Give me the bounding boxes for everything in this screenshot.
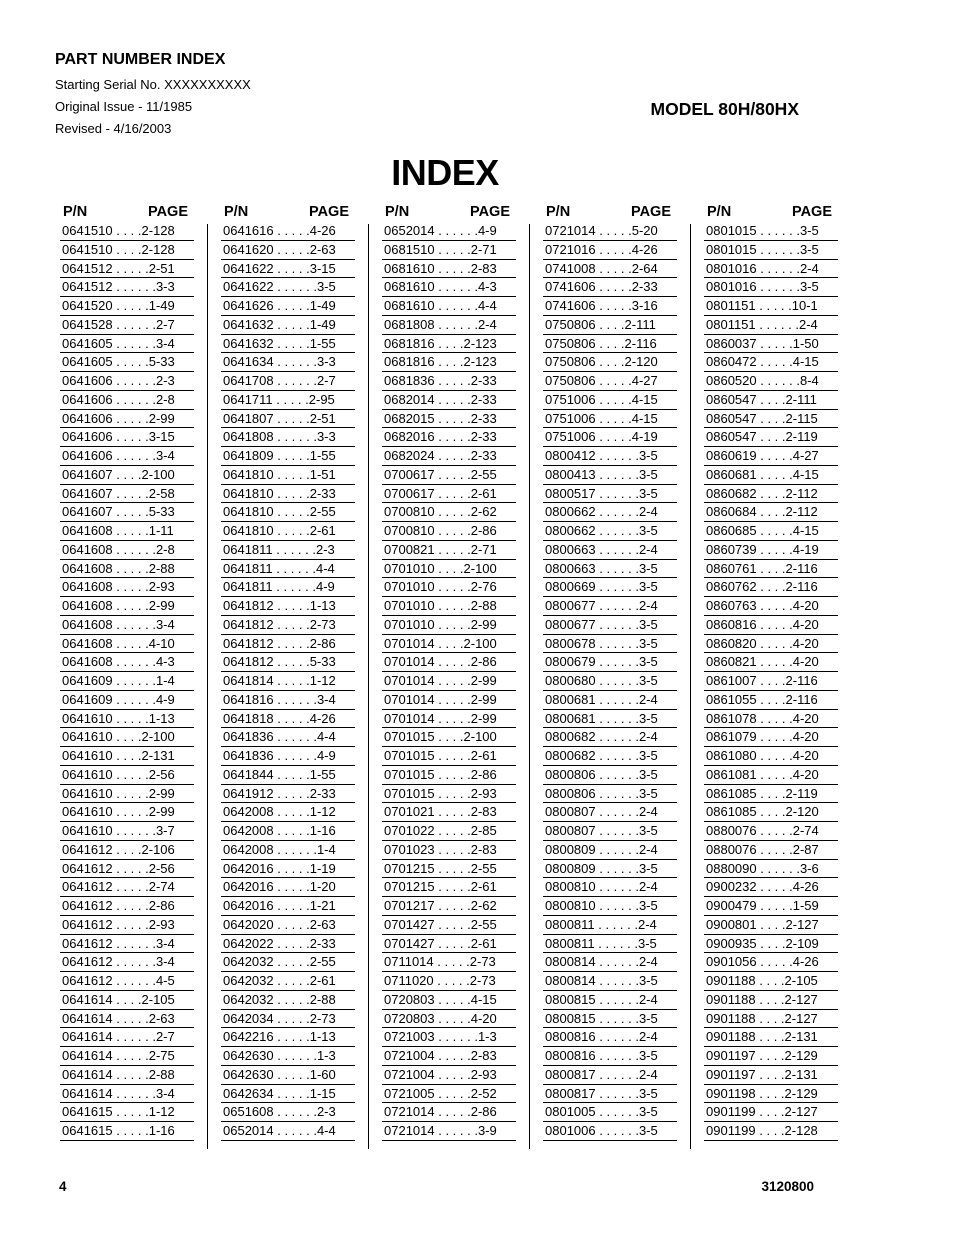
index-row: 0641608 . . . . .4-10	[60, 635, 194, 654]
index-row: 0800817 . . . . . .3-5	[543, 1085, 677, 1104]
index-row: 0701015 . . . . .2-61	[382, 747, 516, 766]
index-row: 0641836 . . . . . .4-9	[221, 747, 355, 766]
index-row: 0641616 . . . . .4-26	[221, 222, 355, 241]
index-row: 0642016 . . . . .1-19	[221, 860, 355, 879]
index-row: 0701215 . . . . .2-61	[382, 878, 516, 897]
index-row: 0801015 . . . . . .3-5	[704, 222, 838, 241]
index-row: 0860547 . . . .2-111	[704, 391, 838, 410]
index-row: 0800811 . . . . . .2-4	[543, 916, 677, 935]
pn-header: P/N	[546, 204, 571, 220]
index-row: 0642630 . . . . .1-60	[221, 1066, 355, 1085]
index-row: 0641620 . . . . .2-63	[221, 241, 355, 260]
index-row: 0721014 . . . . .2-86	[382, 1103, 516, 1122]
index-row: 0901198 . . . .2-129	[704, 1085, 838, 1104]
index-row: 0800810 . . . . . .2-4	[543, 878, 677, 897]
index-row: 0701427 . . . . .2-61	[382, 935, 516, 954]
index-row: 0800680 . . . . . .3-5	[543, 672, 677, 691]
index-row: 0720803 . . . . .4-15	[382, 991, 516, 1010]
index-row: 0641528 . . . . . .2-7	[60, 316, 194, 335]
index-row: 0681610 . . . . . .4-4	[382, 297, 516, 316]
index-row: 0641607 . . . . .2-58	[60, 485, 194, 504]
column-divider	[207, 224, 208, 1149]
index-row: 0701010 . . . . .2-99	[382, 616, 516, 635]
index-row: 0641812 . . . . .2-86	[221, 635, 355, 654]
index-row: 0701010 . . . .2-100	[382, 560, 516, 579]
index-row: 0701217 . . . . .2-62	[382, 897, 516, 916]
index-row: 0860763 . . . . .4-20	[704, 597, 838, 616]
index-row: 0721004 . . . . .2-93	[382, 1066, 516, 1085]
index-row: 0642032 . . . . .2-61	[221, 972, 355, 991]
index-row: 0701010 . . . . .2-76	[382, 578, 516, 597]
index-row: 0641614 . . . . .2-63	[60, 1010, 194, 1029]
index-row: 0641812 . . . . .5-33	[221, 653, 355, 672]
index-row: 0711020 . . . . .2-73	[382, 972, 516, 991]
index-row: 0641608 . . . . . .4-3	[60, 653, 194, 672]
index-row: 0641811 . . . . . .2-3	[221, 541, 355, 560]
index-row: 0901197 . . . .2-131	[704, 1066, 838, 1085]
index-row: 0900232 . . . . .4-26	[704, 878, 838, 897]
index-column	[543, 204, 677, 1141]
index-row: 0641812 . . . . .2-73	[221, 616, 355, 635]
index-row: 0800806 . . . . . .3-5	[543, 766, 677, 785]
index-row: 0641510 . . . .2-128	[60, 241, 194, 260]
page-header: PAGE	[308, 204, 349, 220]
index-row: 0800811 . . . . . .3-5	[543, 935, 677, 954]
index-row: 0800662 . . . . . .3-5	[543, 522, 677, 541]
index-row: 0800817 . . . . . .2-4	[543, 1066, 677, 1085]
index-row: 0681610 . . . . .2-83	[382, 260, 516, 279]
serial-number-line: Starting Serial No. XXXXXXXXXX	[55, 77, 251, 92]
index-row: 0641612 . . . . .2-86	[60, 897, 194, 916]
index-row: 0860682 . . . .2-112	[704, 485, 838, 504]
index-row: 0641810 . . . . .2-61	[221, 522, 355, 541]
index-row: 0800412 . . . . . .3-5	[543, 447, 677, 466]
index-row: 0800677 . . . . . .2-4	[543, 597, 677, 616]
index-row: 0800814 . . . . . .3-5	[543, 972, 677, 991]
index-row: 0700617 . . . . .2-55	[382, 466, 516, 485]
index-row: 0801016 . . . . . .3-5	[704, 278, 838, 297]
index-row: 0641622 . . . . .3-15	[221, 260, 355, 279]
index-row: 0641610 . . . . .2-99	[60, 803, 194, 822]
index-row: 0901199 . . . .2-128	[704, 1122, 838, 1141]
index-row: 0641605 . . . . .5-33	[60, 353, 194, 372]
index-row: 0701023 . . . . .2-83	[382, 841, 516, 860]
index-row: 0641512 . . . . .2-51	[60, 260, 194, 279]
index-row: 0901056 . . . . .4-26	[704, 953, 838, 972]
index-row: 0641609 . . . . . .4-9	[60, 691, 194, 710]
index-row: 0901197 . . . .2-129	[704, 1047, 838, 1066]
index-row: 0721003 . . . . . .1-3	[382, 1028, 516, 1047]
index-row: 0901188 . . . .2-131	[704, 1028, 838, 1047]
index-column	[60, 204, 194, 1141]
index-row: 0800679 . . . . . .3-5	[543, 653, 677, 672]
index-row: 0800677 . . . . . .3-5	[543, 616, 677, 635]
index-row: 0641612 . . . . . .3-4	[60, 953, 194, 972]
index-row: 0901188 . . . .2-127	[704, 991, 838, 1010]
index-row: 0800681 . . . . . .3-5	[543, 710, 677, 729]
index-row: 0860520 . . . . . .8-4	[704, 372, 838, 391]
column-header	[382, 204, 516, 222]
index-column	[221, 204, 355, 1141]
index-row: 0641610 . . . . . .3-7	[60, 822, 194, 841]
index-row: 0701015 . . . . .2-93	[382, 785, 516, 804]
pn-header: P/N	[224, 204, 249, 220]
index-row: 0860820 . . . . .4-20	[704, 635, 838, 654]
index-row: 0860547 . . . .2-119	[704, 428, 838, 447]
index-row: 0800815 . . . . . .2-4	[543, 991, 677, 1010]
index-row: 0900801 . . . .2-127	[704, 916, 838, 935]
index-row: 0641610 . . . . .2-99	[60, 785, 194, 804]
index-row: 0721016 . . . . .4-26	[543, 241, 677, 260]
index-row: 0751006 . . . . .4-15	[543, 410, 677, 429]
index-row: 0800807 . . . . . .3-5	[543, 822, 677, 841]
index-row: 0800682 . . . . . .2-4	[543, 728, 677, 747]
index-row: 0641612 . . . .2-106	[60, 841, 194, 860]
index-row: 0641606 . . . . . .3-4	[60, 447, 194, 466]
index-row: 0800669 . . . . . .3-5	[543, 578, 677, 597]
index-row: 0642008 . . . . .1-16	[221, 822, 355, 841]
index-row: 0641818 . . . . .4-26	[221, 710, 355, 729]
index-row: 0641608 . . . . . .2-8	[60, 541, 194, 560]
pn-header: P/N	[63, 204, 88, 220]
index-row: 0641632 . . . . .1-49	[221, 316, 355, 335]
index-row: 0641808 . . . . . .3-3	[221, 428, 355, 447]
index-row: 0700810 . . . . .2-62	[382, 503, 516, 522]
index-row: 0641609 . . . . . .1-4	[60, 672, 194, 691]
index-row: 0901199 . . . .2-127	[704, 1103, 838, 1122]
index-row: 0641607 . . . .2-100	[60, 466, 194, 485]
index-row: 0651608 . . . . . .2-3	[221, 1103, 355, 1122]
index-row: 0641810 . . . . .1-51	[221, 466, 355, 485]
index-row: 0641708 . . . . . .2-7	[221, 372, 355, 391]
index-row: 0720803 . . . . .4-20	[382, 1010, 516, 1029]
index-row: 0641510 . . . .2-128	[60, 222, 194, 241]
index-row: 0880076 . . . . .2-87	[704, 841, 838, 860]
index-row: 0681610 . . . . . .4-3	[382, 278, 516, 297]
index-row: 0701015 . . . . .2-86	[382, 766, 516, 785]
index-row: 0800662 . . . . . .2-4	[543, 503, 677, 522]
index-row: 0641606 . . . . .3-15	[60, 428, 194, 447]
index-row: 0700617 . . . . .2-61	[382, 485, 516, 504]
index-row: 0741606 . . . . .2-33	[543, 278, 677, 297]
index-row: 0641614 . . . .2-105	[60, 991, 194, 1010]
index-row: 0641512 . . . . . .3-3	[60, 278, 194, 297]
index-row: 0801005 . . . . . .3-5	[543, 1103, 677, 1122]
index-row: 0641912 . . . . .2-33	[221, 785, 355, 804]
column-header	[221, 204, 355, 222]
index-row: 0641608 . . . . .2-99	[60, 597, 194, 616]
index-row: 0750806 . . . . .4-27	[543, 372, 677, 391]
index-row: 0860547 . . . .2-115	[704, 410, 838, 429]
index-row: 0860472 . . . . .4-15	[704, 353, 838, 372]
column-divider	[690, 224, 691, 1149]
index-row: 0741008 . . . . .2-64	[543, 260, 677, 279]
index-row: 0860761 . . . .2-116	[704, 560, 838, 579]
index-row: 0682024 . . . . .2-33	[382, 447, 516, 466]
index-row: 0900935 . . . .2-109	[704, 935, 838, 954]
index-row: 0800413 . . . . . .3-5	[543, 466, 677, 485]
index-row: 0801016 . . . . . .2-4	[704, 260, 838, 279]
index-row: 0860684 . . . .2-112	[704, 503, 838, 522]
index-row: 0641807 . . . . .2-51	[221, 410, 355, 429]
index-row: 0860762 . . . .2-116	[704, 578, 838, 597]
index-row: 0641810 . . . . .2-55	[221, 503, 355, 522]
index-row: 0800809 . . . . . .3-5	[543, 860, 677, 879]
page-title: INDEX	[391, 152, 499, 193]
index-row: 0641608 . . . . .1-11	[60, 522, 194, 541]
index-row: 0860681 . . . . .4-15	[704, 466, 838, 485]
index-row: 0642034 . . . . .2-73	[221, 1010, 355, 1029]
page-header: PAGE	[147, 204, 188, 220]
index-row: 0641612 . . . . . .3-4	[60, 935, 194, 954]
index-row: 0701014 . . . . .2-99	[382, 672, 516, 691]
index-row: 0642022 . . . . .2-33	[221, 935, 355, 954]
index-row: 0641610 . . . . .2-56	[60, 766, 194, 785]
index-row: 0861080 . . . . .4-20	[704, 747, 838, 766]
index-row: 0642020 . . . . .2-63	[221, 916, 355, 935]
index-row: 0701014 . . . .2-100	[382, 635, 516, 654]
index-row: 0641612 . . . . .2-74	[60, 878, 194, 897]
index-row: 0701022 . . . . .2-85	[382, 822, 516, 841]
index-row: 0642016 . . . . .1-20	[221, 878, 355, 897]
index-row: 0641622 . . . . . .3-5	[221, 278, 355, 297]
index-row: 0741606 . . . . .3-16	[543, 297, 677, 316]
index-row: 0800806 . . . . . .3-5	[543, 785, 677, 804]
index-row: 0800807 . . . . . .2-4	[543, 803, 677, 822]
index-column	[382, 204, 516, 1141]
revised-line: Revised - 4/16/2003	[55, 121, 172, 136]
index-row: 0801015 . . . . . .3-5	[704, 241, 838, 260]
index-row: 0681836 . . . . .2-33	[382, 372, 516, 391]
index-row: 0641520 . . . . .1-49	[60, 297, 194, 316]
index-row: 0642008 . . . . . .1-4	[221, 841, 355, 860]
index-row: 0641711 . . . . .2-95	[221, 391, 355, 410]
index-row: 0641811 . . . . . .4-4	[221, 560, 355, 579]
index-row: 0641626 . . . . .1-49	[221, 297, 355, 316]
column-divider	[529, 224, 530, 1149]
index-row: 0641614 . . . . .2-75	[60, 1047, 194, 1066]
index-row: 0861055 . . . .2-116	[704, 691, 838, 710]
index-row: 0642032 . . . . .2-88	[221, 991, 355, 1010]
index-row: 0901188 . . . .2-105	[704, 972, 838, 991]
pn-header: P/N	[385, 204, 410, 220]
index-row: 0700810 . . . . .2-86	[382, 522, 516, 541]
index-row: 0721005 . . . . .2-52	[382, 1085, 516, 1104]
index-row: 0880090 . . . . . .3-6	[704, 860, 838, 879]
index-row: 0861085 . . . .2-119	[704, 785, 838, 804]
index-row: 0652014 . . . . . .4-9	[382, 222, 516, 241]
index-row: 0682015 . . . . .2-33	[382, 410, 516, 429]
index-row: 0751006 . . . . .4-15	[543, 391, 677, 410]
model-label: MODEL 80H/80HX	[650, 99, 799, 119]
page-number: 4	[59, 1179, 67, 1194]
index-row: 0641614 . . . . . .3-4	[60, 1085, 194, 1104]
index-row: 0641632 . . . . .1-55	[221, 335, 355, 354]
page-header: PAGE	[630, 204, 671, 220]
index-row: 0721014 . . . . .5-20	[543, 222, 677, 241]
index-row: 0800682 . . . . . .3-5	[543, 747, 677, 766]
index-row: 0641607 . . . . .5-33	[60, 503, 194, 522]
index-row: 0701021 . . . . .2-83	[382, 803, 516, 822]
index-row: 0641811 . . . . . .4-9	[221, 578, 355, 597]
index-row: 0860821 . . . . .4-20	[704, 653, 838, 672]
index-row: 0900479 . . . . .1-59	[704, 897, 838, 916]
index-row: 0682014 . . . . .2-33	[382, 391, 516, 410]
index-row: 0700821 . . . . .2-71	[382, 541, 516, 560]
index-row: 0751006 . . . . .4-19	[543, 428, 677, 447]
index-row: 0721004 . . . . .2-83	[382, 1047, 516, 1066]
index-row: 0701215 . . . . .2-55	[382, 860, 516, 879]
index-row: 0701014 . . . . .2-99	[382, 710, 516, 729]
index-row: 0801151 . . . . .10-1	[704, 297, 838, 316]
page-header: PAGE	[469, 204, 510, 220]
index-row: 0641606 . . . . . .2-8	[60, 391, 194, 410]
index-row: 0642016 . . . . .1-21	[221, 897, 355, 916]
index-row: 0641614 . . . . . .2-7	[60, 1028, 194, 1047]
index-row: 0901188 . . . .2-127	[704, 1010, 838, 1029]
index-row: 0861007 . . . .2-116	[704, 672, 838, 691]
index-row: 0801006 . . . . . .3-5	[543, 1122, 677, 1141]
index-row: 0681816 . . . .2-123	[382, 335, 516, 354]
index-row: 0642630 . . . . . .1-3	[221, 1047, 355, 1066]
index-row: 0860739 . . . . .4-19	[704, 541, 838, 560]
index-row: 0642216 . . . . .1-13	[221, 1028, 355, 1047]
index-row: 0861085 . . . .2-120	[704, 803, 838, 822]
index-row: 0681808 . . . . . .2-4	[382, 316, 516, 335]
index-row: 0880076 . . . . .2-74	[704, 822, 838, 841]
index-row: 0800810 . . . . . .3-5	[543, 897, 677, 916]
index-row: 0701010 . . . . .2-88	[382, 597, 516, 616]
index-row: 0800517 . . . . . .3-5	[543, 485, 677, 504]
index-row: 0750806 . . . .2-120	[543, 353, 677, 372]
index-row: 0641610 . . . .2-131	[60, 747, 194, 766]
index-row: 0641612 . . . . .2-93	[60, 916, 194, 935]
index-row: 0860685 . . . . .4-15	[704, 522, 838, 541]
index-row: 0641814 . . . . .1-12	[221, 672, 355, 691]
column-divider	[368, 224, 369, 1149]
index-row: 0800816 . . . . . .3-5	[543, 1047, 677, 1066]
document-number: 3120800	[761, 1179, 814, 1194]
index-row: 0860816 . . . . .4-20	[704, 616, 838, 635]
index-row: 0641608 . . . . . .3-4	[60, 616, 194, 635]
index-row: 0800816 . . . . . .2-4	[543, 1028, 677, 1047]
index-row: 0641608 . . . . .2-93	[60, 578, 194, 597]
column-header	[543, 204, 677, 222]
index-row: 0641812 . . . . .1-13	[221, 597, 355, 616]
index-row: 0681816 . . . .2-123	[382, 353, 516, 372]
index-row: 0642634 . . . . .1-15	[221, 1085, 355, 1104]
index-row: 0800814 . . . . . .2-4	[543, 953, 677, 972]
index-row: 0681510 . . . . .2-71	[382, 241, 516, 260]
column-header	[704, 204, 838, 222]
index-row: 0641608 . . . . .2-88	[60, 560, 194, 579]
index-row: 0652014 . . . . . .4-4	[221, 1122, 355, 1141]
index-row: 0642032 . . . . .2-55	[221, 953, 355, 972]
index-row: 0641836 . . . . . .4-4	[221, 728, 355, 747]
column-header	[60, 204, 194, 222]
index-row: 0641614 . . . . .2-88	[60, 1066, 194, 1085]
index-row: 0861081 . . . . .4-20	[704, 766, 838, 785]
index-row: 0641615 . . . . .1-16	[60, 1122, 194, 1141]
index-row: 0641810 . . . . .2-33	[221, 485, 355, 504]
index-row: 0861078 . . . . .4-20	[704, 710, 838, 729]
index-row: 0641634 . . . . . .3-3	[221, 353, 355, 372]
pn-header: P/N	[707, 204, 732, 220]
index-row: 0800809 . . . . . .2-4	[543, 841, 677, 860]
index-row: 0701014 . . . . .2-86	[382, 653, 516, 672]
original-issue-line: Original Issue - 11/1985	[55, 99, 193, 114]
index-row: 0641612 . . . . . .4-5	[60, 972, 194, 991]
index-row: 0641606 . . . . . .2-3	[60, 372, 194, 391]
index-row: 0800681 . . . . . .2-4	[543, 691, 677, 710]
index-row: 0800678 . . . . . .3-5	[543, 635, 677, 654]
index-row: 0860619 . . . . .4-27	[704, 447, 838, 466]
index-row: 0701015 . . . .2-100	[382, 728, 516, 747]
index-row: 0641612 . . . . .2-56	[60, 860, 194, 879]
index-row: 0701427 . . . . .2-55	[382, 916, 516, 935]
index-row: 0642008 . . . . .1-12	[221, 803, 355, 822]
index-row: 0750806 . . . .2-116	[543, 335, 677, 354]
index-row: 0641606 . . . . .2-99	[60, 410, 194, 429]
index-row: 0801151 . . . . . .2-4	[704, 316, 838, 335]
index-column	[704, 204, 838, 1141]
index-row: 0750806 . . . .2-111	[543, 316, 677, 335]
header-title: PART NUMBER INDEX	[55, 51, 226, 68]
index-row: 0641610 . . . .2-100	[60, 728, 194, 747]
index-row: 0641605 . . . . . .3-4	[60, 335, 194, 354]
index-row: 0861079 . . . . .4-20	[704, 728, 838, 747]
index-row: 0721014 . . . . . .3-9	[382, 1122, 516, 1141]
index-row: 0711014 . . . . .2-73	[382, 953, 516, 972]
index-row: 0641816 . . . . . .3-4	[221, 691, 355, 710]
index-row: 0800663 . . . . . .2-4	[543, 541, 677, 560]
index-row: 0701014 . . . . .2-99	[382, 691, 516, 710]
page-header: PAGE	[791, 204, 832, 220]
index-row: 0641844 . . . . .1-55	[221, 766, 355, 785]
index-row: 0641610 . . . . .1-13	[60, 710, 194, 729]
index-row: 0641615 . . . . .1-12	[60, 1103, 194, 1122]
index-row: 0641809 . . . . .1-55	[221, 447, 355, 466]
index-row: 0800815 . . . . . .3-5	[543, 1010, 677, 1029]
index-row: 0682016 . . . . .2-33	[382, 428, 516, 447]
index-row: 0800663 . . . . . .3-5	[543, 560, 677, 579]
index-row: 0860037 . . . . .1-50	[704, 335, 838, 354]
